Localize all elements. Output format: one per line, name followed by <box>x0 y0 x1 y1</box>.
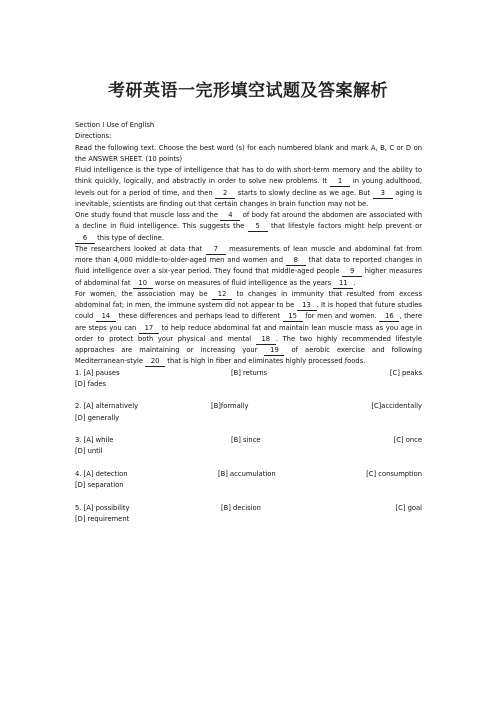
blank-19: 19 <box>264 346 284 356</box>
question-2-option-d: [D] generally <box>75 413 120 422</box>
question-2-option-c: [C]accidentally <box>371 402 422 411</box>
blank-20: 20 <box>145 357 165 367</box>
blank-10: 10 <box>133 279 153 289</box>
blank-17: 17 <box>139 324 159 334</box>
question-1-option-b: [B] returns <box>231 368 268 377</box>
question-3-options <box>75 435 422 446</box>
question-2-option-a: 2. [A] alternatively <box>75 402 139 411</box>
passage-paragraph-4 <box>75 289 422 368</box>
blank-13: 13 <box>297 301 317 311</box>
question-4-option-d: [D] separation <box>75 481 124 489</box>
question-1-option-c: [C] peaks <box>389 368 422 377</box>
passage-text: , there are steps you can <box>75 312 422 332</box>
passage-text: One study found that muscle loss and the <box>75 211 218 219</box>
blank-11: 11 <box>333 279 353 289</box>
blank-15: 15 <box>283 312 303 322</box>
question-4-option-c: [C] consumption <box>366 469 422 478</box>
question-1-option-a: 1. [A] pauses <box>75 368 120 377</box>
question-3-option-b: [B] since <box>231 436 261 444</box>
passage-text: higher measures of abdominal fat <box>75 267 422 287</box>
passage-text: measurements of lean muscle and abdominal fat from more than 4,000 middle-to-older-aged men and women and <box>75 244 422 264</box>
question-4-options <box>75 469 422 480</box>
passage-text: aging is inevitable, scientists are finding out that certain changes in brain function may not be. <box>75 188 423 208</box>
question-4-option-a: 4. [A] detection <box>75 469 128 478</box>
question-1-option-d: [D] fades <box>75 379 107 388</box>
passage-text: . <box>353 278 356 287</box>
question-5-option-a: 5. [A] possibility <box>75 503 130 512</box>
passage-paragraph-2 <box>75 210 422 244</box>
question-5-option-d: [D] requirement <box>75 514 130 523</box>
directions-text: Read the following text. Choose the best word (s) for each numbered blank and mark A, B, C or D on the ANSWER SHEET. (10 points) <box>75 143 422 163</box>
passage-text: of body fat around the abdomen are associated with a decline in fluid intelligence. This suggests the <box>75 211 422 231</box>
passage-text: Fluid intelligence is the type of intelligence that has to do with short-term memory and the ability to think quickly, logically, and abstractly in order to solve new problems. It <box>75 166 422 186</box>
question-3-option-d: [D] until <box>75 447 103 456</box>
blank-4: 4 <box>220 211 240 221</box>
section-heading: Section I Use of English <box>75 121 155 129</box>
document-body <box>75 120 422 525</box>
passage-text: these differences and perhaps lead to different <box>118 312 281 321</box>
blank-2: 2 <box>215 189 235 199</box>
blank-1: 1 <box>330 177 350 187</box>
passage-text: . The two highly recommended lifestyle approaches are maintaining or increasing your <box>75 334 423 354</box>
blank-9: 9 <box>342 267 362 277</box>
passage-text: starts to slowly decline as we age. But <box>237 188 371 197</box>
question-5-option-c: [C] goal <box>395 503 422 512</box>
question-2-option-b: [B]formally <box>211 402 249 411</box>
question-3-option-c: [C] once <box>393 436 422 444</box>
passage-text: to help reduce abdominal fat and maintain lean muscle mass as you age in order to protect both your physical and mental <box>75 323 422 343</box>
passage-text: . It is hoped that future studies could <box>75 301 422 321</box>
passage-paragraph-1 <box>75 165 422 210</box>
passage-text: this type of decline. <box>97 233 164 242</box>
passage-paragraph-3 <box>75 244 422 289</box>
blank-6: 6 <box>75 234 95 244</box>
passage-text: for men and women. <box>305 312 377 321</box>
passage-text: of aerobic exercise and following Mediterranean-style <box>75 346 422 366</box>
blank-5: 5 <box>248 222 268 232</box>
blank-18: 18 <box>256 335 276 345</box>
question-3-option-a: 3. [A] while <box>75 436 114 444</box>
question-1-options <box>75 368 422 379</box>
blank-3: 3 <box>373 189 393 199</box>
passage-text: that is high in fiber and eliminates highly processed foods. <box>167 357 366 366</box>
passage-text: worse on measures of fluid intelligence as the years <box>154 278 332 287</box>
passage-text: For women, the association may be <box>75 289 208 298</box>
passage-text: that data to reported changes in fluid intelligence over a six-year period. They found that middle-aged people <box>75 256 422 276</box>
directions-label: Directions: <box>75 132 112 141</box>
passage-text: to changes in immunity that resulted from excess abdominal fat; in men, the immune system did not appear to be <box>75 289 422 309</box>
question-4-option-b: [B] accumulation <box>218 469 276 478</box>
blank-12: 12 <box>212 290 232 300</box>
passage-text: in young adulthood, levels out for a period of time, and then <box>75 177 422 197</box>
passage-text: that lifestyle factors might help prevent or <box>271 222 422 231</box>
question-2-options <box>75 401 422 412</box>
question-5-options <box>75 503 422 514</box>
question-5-option-b: [B] decision <box>221 503 261 512</box>
blank-16: 16 <box>379 312 399 322</box>
document-title: 考研英语一完形填空试题及答案解析 <box>108 81 388 101</box>
blank-14: 14 <box>96 312 116 322</box>
passage-text: The researchers looked at data that <box>75 244 203 253</box>
blank-8: 8 <box>286 256 306 266</box>
blank-7: 7 <box>206 245 226 255</box>
